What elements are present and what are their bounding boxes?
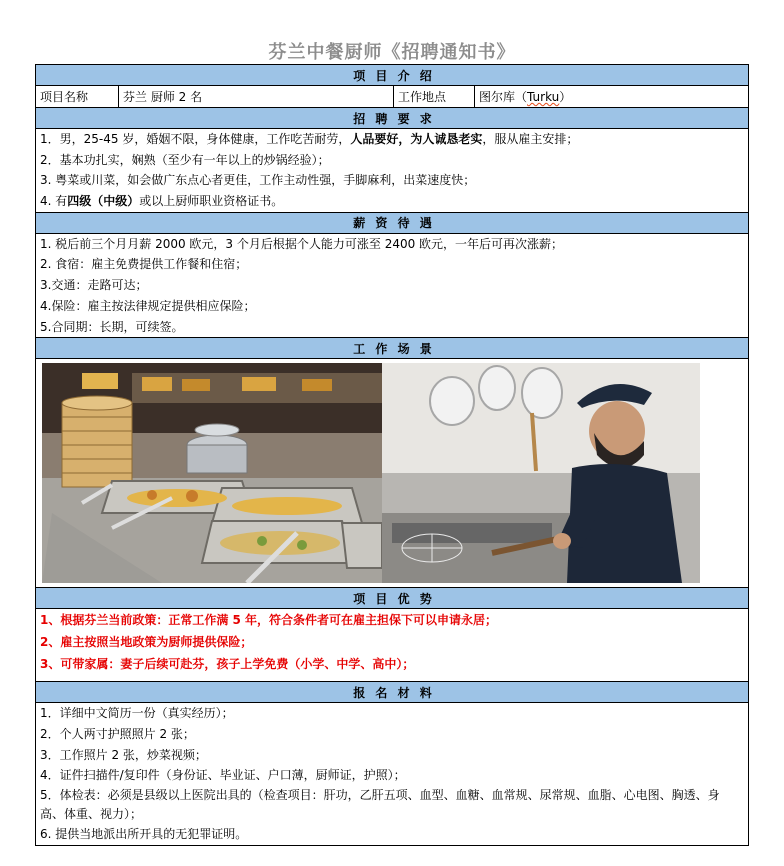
material-item: 2．个人两寸护照照片 2 张； <box>40 726 195 741</box>
salary-item: 3.交通：走路可达； <box>40 278 148 293</box>
salary-item: 1. 税后前三个月月薪 2000 欧元，3 个月后根据个人能力可涨至 2400 欧元，一年后可再次涨薪； <box>40 236 564 251</box>
material-item: 5．体检表：必须是县级以上医院出具的（检查项目：肝功，乙肝五项、血型、血糖、血常规、尿常规、血脂、心电图、胸透、身高、体重、视力）； <box>40 787 720 821</box>
material-item: 6. 提供当地派出所开具的无犯罪证明。 <box>40 826 248 841</box>
section-header-salary: 薪 资 待 遇 <box>36 212 749 233</box>
project-name-value: 芬兰 厨师 2 名 <box>119 86 394 108</box>
requirement-item: 1．男，25-45 岁，婚姻不限，身体健康，工作吃苦耐劳，人品要好，为人诚恳老实，服从雇主安排； <box>40 132 579 146</box>
requirement-item: 3. 粤菜或川菜，如会做广东点心者更佳，工作主动性强，手脚麻利，出菜速度快； <box>40 173 476 188</box>
materials-list <box>36 703 749 845</box>
location-turku: Turku <box>527 90 560 104</box>
section-header-requirements: 招 聘 要 求 <box>36 108 749 129</box>
location-value: 图尔库（Turku） <box>475 86 749 108</box>
section-header-advantages: 项 目 优 势 <box>36 588 749 609</box>
recruitment-table <box>35 64 749 846</box>
salary-item: 5.合同期：长期，可续签。 <box>40 319 184 334</box>
buffet-food-photo <box>42 363 382 583</box>
project-name-label: 项目名称 <box>36 86 119 108</box>
salary-list <box>36 233 749 337</box>
material-item: 4．证件扫描件/复印件（身份证、毕业证、户口薄，厨师证，护照）； <box>40 768 406 783</box>
section-header-workplace: 工 作 场 景 <box>36 338 749 359</box>
advantage-item: 1、根据芬兰当前政策：正常工作满 5 年，符合条件者可在雇主担保下可以申请永居； <box>40 613 498 628</box>
page-title: 芬兰中餐厨师《招聘通知书》 <box>268 42 516 63</box>
chef-cooking-photo <box>382 363 700 583</box>
section-header-project-intro: 项 目 介 绍 <box>36 65 749 86</box>
section-header-materials: 报 名 材 料 <box>36 682 749 703</box>
salary-item: 2. 食宿：雇主免费提供工作餐和住宿； <box>40 257 248 272</box>
requirement-item: 2．基本功扎实，娴熟（至少有一年以上的炒锅经验）； <box>40 152 330 167</box>
workplace-photos <box>36 359 749 588</box>
location-label: 工作地点 <box>394 86 475 108</box>
advantage-item: 3、可带家属：妻子后续可赴芬，孩子上学免费（小学、中学、高中）； <box>40 657 415 672</box>
requirements-list <box>36 129 749 213</box>
material-item: 3．工作照片 2 张，炒菜视频； <box>40 747 207 762</box>
salary-item: 4.保险：雇主按法律规定提供相应保险； <box>40 298 256 313</box>
advantage-item: 2、雇主按照当地政策为厨师提供保险； <box>40 635 253 650</box>
requirement-item: 4. 有四级（中级）或以上厨师职业资格证书。 <box>40 194 284 209</box>
material-item: 1．详细中文简历一份（真实经历）； <box>40 706 234 721</box>
advantages-list <box>36 609 749 682</box>
